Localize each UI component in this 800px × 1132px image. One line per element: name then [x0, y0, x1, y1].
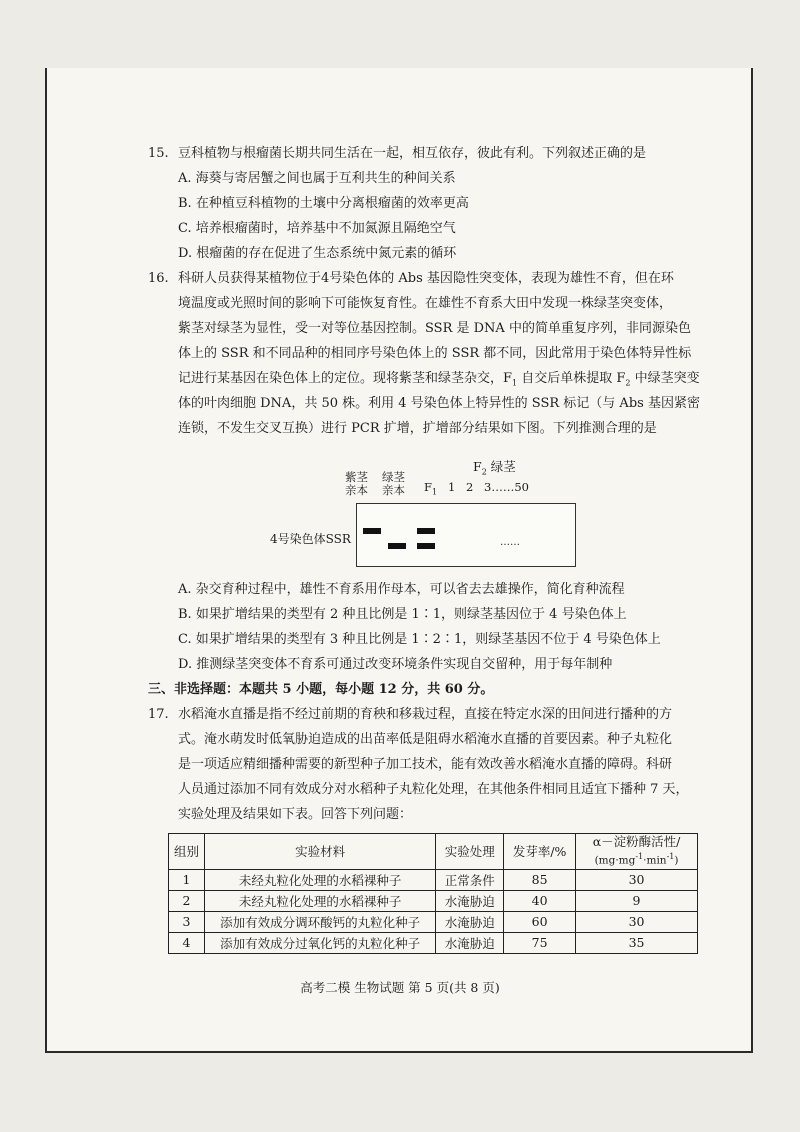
header-enzyme-activity: α－淀粉酶活性/ $(mg\cdot mg^{-1}\cdot\min^{-1})$ — [576, 834, 698, 870]
col-2: 2 — [466, 480, 474, 494]
gel-ellipsis: …… — [500, 537, 520, 548]
gel-band-green-parent — [388, 543, 406, 549]
gel-band-f1-lower — [417, 543, 435, 549]
cell-treatment: 水淹胁迫 — [436, 890, 504, 911]
header-treatment: 实验处理 — [436, 834, 504, 870]
cell-group: 3 — [169, 911, 205, 932]
cell-activity: 35 — [576, 932, 698, 953]
cell-group: 2 — [169, 890, 205, 911]
col-1: 1 — [448, 480, 456, 494]
f1-subscript: 1 — [512, 378, 518, 388]
table-row — [169, 911, 698, 932]
q17-line: 是一项适应精细播种需要的新型种子加工技术，能有效改善水稻淹水直播的障碍。科研 — [178, 757, 673, 772]
page-footer: 高考二模 生物试题 第 5 页(共 8 页) — [300, 980, 500, 995]
col-green-parent: 绿茎 亲本 — [382, 470, 405, 497]
q16-option-b: B. 如果扩增结果的类型有 2 种且比例是 1∶1，则绿茎基因位于 4 号染色体上 — [178, 607, 627, 622]
q16-option-c: C. 如果扩增结果的类型有 3 种且比例是 1∶2∶1，则绿茎基因不位于 4 号染色体上 — [178, 632, 661, 647]
q15-option-d: D. 根瘤菌的存在促进了生态系统中氮元素的循环 — [178, 246, 457, 261]
col-purple-parent: 紫茎 亲本 — [345, 470, 368, 497]
cell-group: 4 — [169, 932, 205, 953]
q16-line: 科研人员获得某植物位于4号染色体的 Abs 基因隐性突变体，表现为雄性不育，但在环 — [178, 271, 674, 286]
q17-line: 式。淹水萌发时低氧胁迫造成的出苗率低是阻碍水稻淹水直播的首要因素。种子丸粒化 — [178, 732, 673, 747]
q16-line: 连锁，不发生交叉互换）进行 PCR 扩增，扩增部分结果如下图。下列推测合理的是 — [178, 421, 657, 436]
q17-line: 实验处理及结果如下表。回答下列问题： — [178, 807, 413, 822]
col-f1: $F_1$ — [424, 480, 438, 497]
gel-band-f1-upper — [417, 528, 435, 534]
header-material: 实验材料 — [204, 834, 435, 870]
f2-subscript: 2 — [625, 378, 631, 388]
q15-stem: 豆科植物与根瘤菌长期共同生活在一起，相互依存，彼此有利。下列叙述正确的是 — [178, 146, 647, 161]
cell-treatment: 水淹胁迫 — [436, 911, 504, 932]
gel-row-label: 4号染色体SSR — [270, 532, 351, 546]
gel-band-purple-parent — [363, 528, 381, 534]
cell-material: 添加有效成分过氧化钙的丸粒化种子 — [204, 932, 435, 953]
section-3-title: 三、非选择题：本题共 5 小题，每小题 12 分，共 60 分。 — [148, 682, 494, 697]
q17-line: 人员通过添加不同有效成分对水稻种子丸粒化处理，在其他条件相同且适宜下播种 7 天， — [178, 782, 689, 797]
header-germination: 发芽率/% — [504, 834, 576, 870]
q16-option-a: A. 杂交育种过程中，雄性不育系用作母本，可以省去去雄操作，简化育种流程 — [178, 582, 625, 597]
cell-group: 1 — [169, 869, 205, 890]
cell-germination: 85 — [504, 869, 576, 890]
cell-germination: 40 — [504, 890, 576, 911]
q16-line5-mid: 自交后单株提取 F — [517, 371, 626, 386]
q16-line5-tail: 中绿茎突变 — [630, 371, 700, 386]
q15-option-a: A. 海葵与寄居蟹之间也属于互利共生的种间关系 — [178, 171, 456, 186]
q16-line: 体的叶肉细胞 DNA，共 50 株。利用 4 号染色体上特异性的 SSR 标记（与 Abs 基因紧密 — [178, 396, 700, 411]
q16-line5-head: 记进行某基因在染色体上的定位。现将紫茎和绿茎杂交，F — [178, 371, 513, 386]
cell-treatment: 水淹胁迫 — [436, 932, 504, 953]
q16-line — [178, 371, 700, 392]
q15-option-b: B. 在种植豆科植物的土壤中分离根瘤菌的效率更高 — [178, 196, 469, 211]
cell-material: 未经丸粒化处理的水稻裸种子 — [204, 869, 435, 890]
cell-material: 添加有效成分调环酸钙的丸粒化种子 — [204, 911, 435, 932]
table-row — [169, 890, 698, 911]
q16-line: 体上的 SSR 和不同品种的相同序号染色体上的 SSR 都不同，因此常用于染色体特异性标 — [178, 346, 692, 361]
q16-line: 紫茎对绿茎为显性，受一对等位基因控制。SSR 是 DNA 中的简单重复序列，非同源染色 — [178, 321, 691, 336]
table-header-row — [169, 834, 698, 870]
q15-number: 15. — [148, 146, 169, 161]
cell-activity: 9 — [576, 890, 698, 911]
figure-header-f2: $F_2$ 绿茎 — [473, 459, 516, 477]
cell-germination: 60 — [504, 911, 576, 932]
experiment-table — [168, 833, 698, 954]
header-group: 组别 — [169, 834, 205, 870]
q16-number: 16. — [148, 271, 169, 286]
q16-option-d: D. 推测绿茎突变体不育系可通过改变环境条件实现自交留种，用于每年制种 — [178, 657, 613, 672]
cell-activity: 30 — [576, 911, 698, 932]
gel-image — [356, 503, 576, 567]
q17-number: 17. — [148, 707, 169, 722]
q17-line: 水稻淹水直播是指不经过前期的育秧和移栽过程，直接在特定水深的田间进行播种的方 — [178, 707, 673, 722]
q15-option-c: C. 培养根瘤菌时，培养基中不加氮源且隔绝空气 — [178, 221, 456, 236]
table-row — [169, 932, 698, 953]
q16-line: 境温度或光照时间的影响下可能恢复育性。在雄性不育系大田中发现一株绿茎突变体， — [178, 296, 673, 311]
cell-activity: 30 — [576, 869, 698, 890]
table-row — [169, 869, 698, 890]
cell-material: 未经丸粒化处理的水稻裸种子 — [204, 890, 435, 911]
col-range: 3……50 — [484, 480, 529, 494]
cell-germination: 75 — [504, 932, 576, 953]
cell-treatment: 正常条件 — [436, 869, 504, 890]
